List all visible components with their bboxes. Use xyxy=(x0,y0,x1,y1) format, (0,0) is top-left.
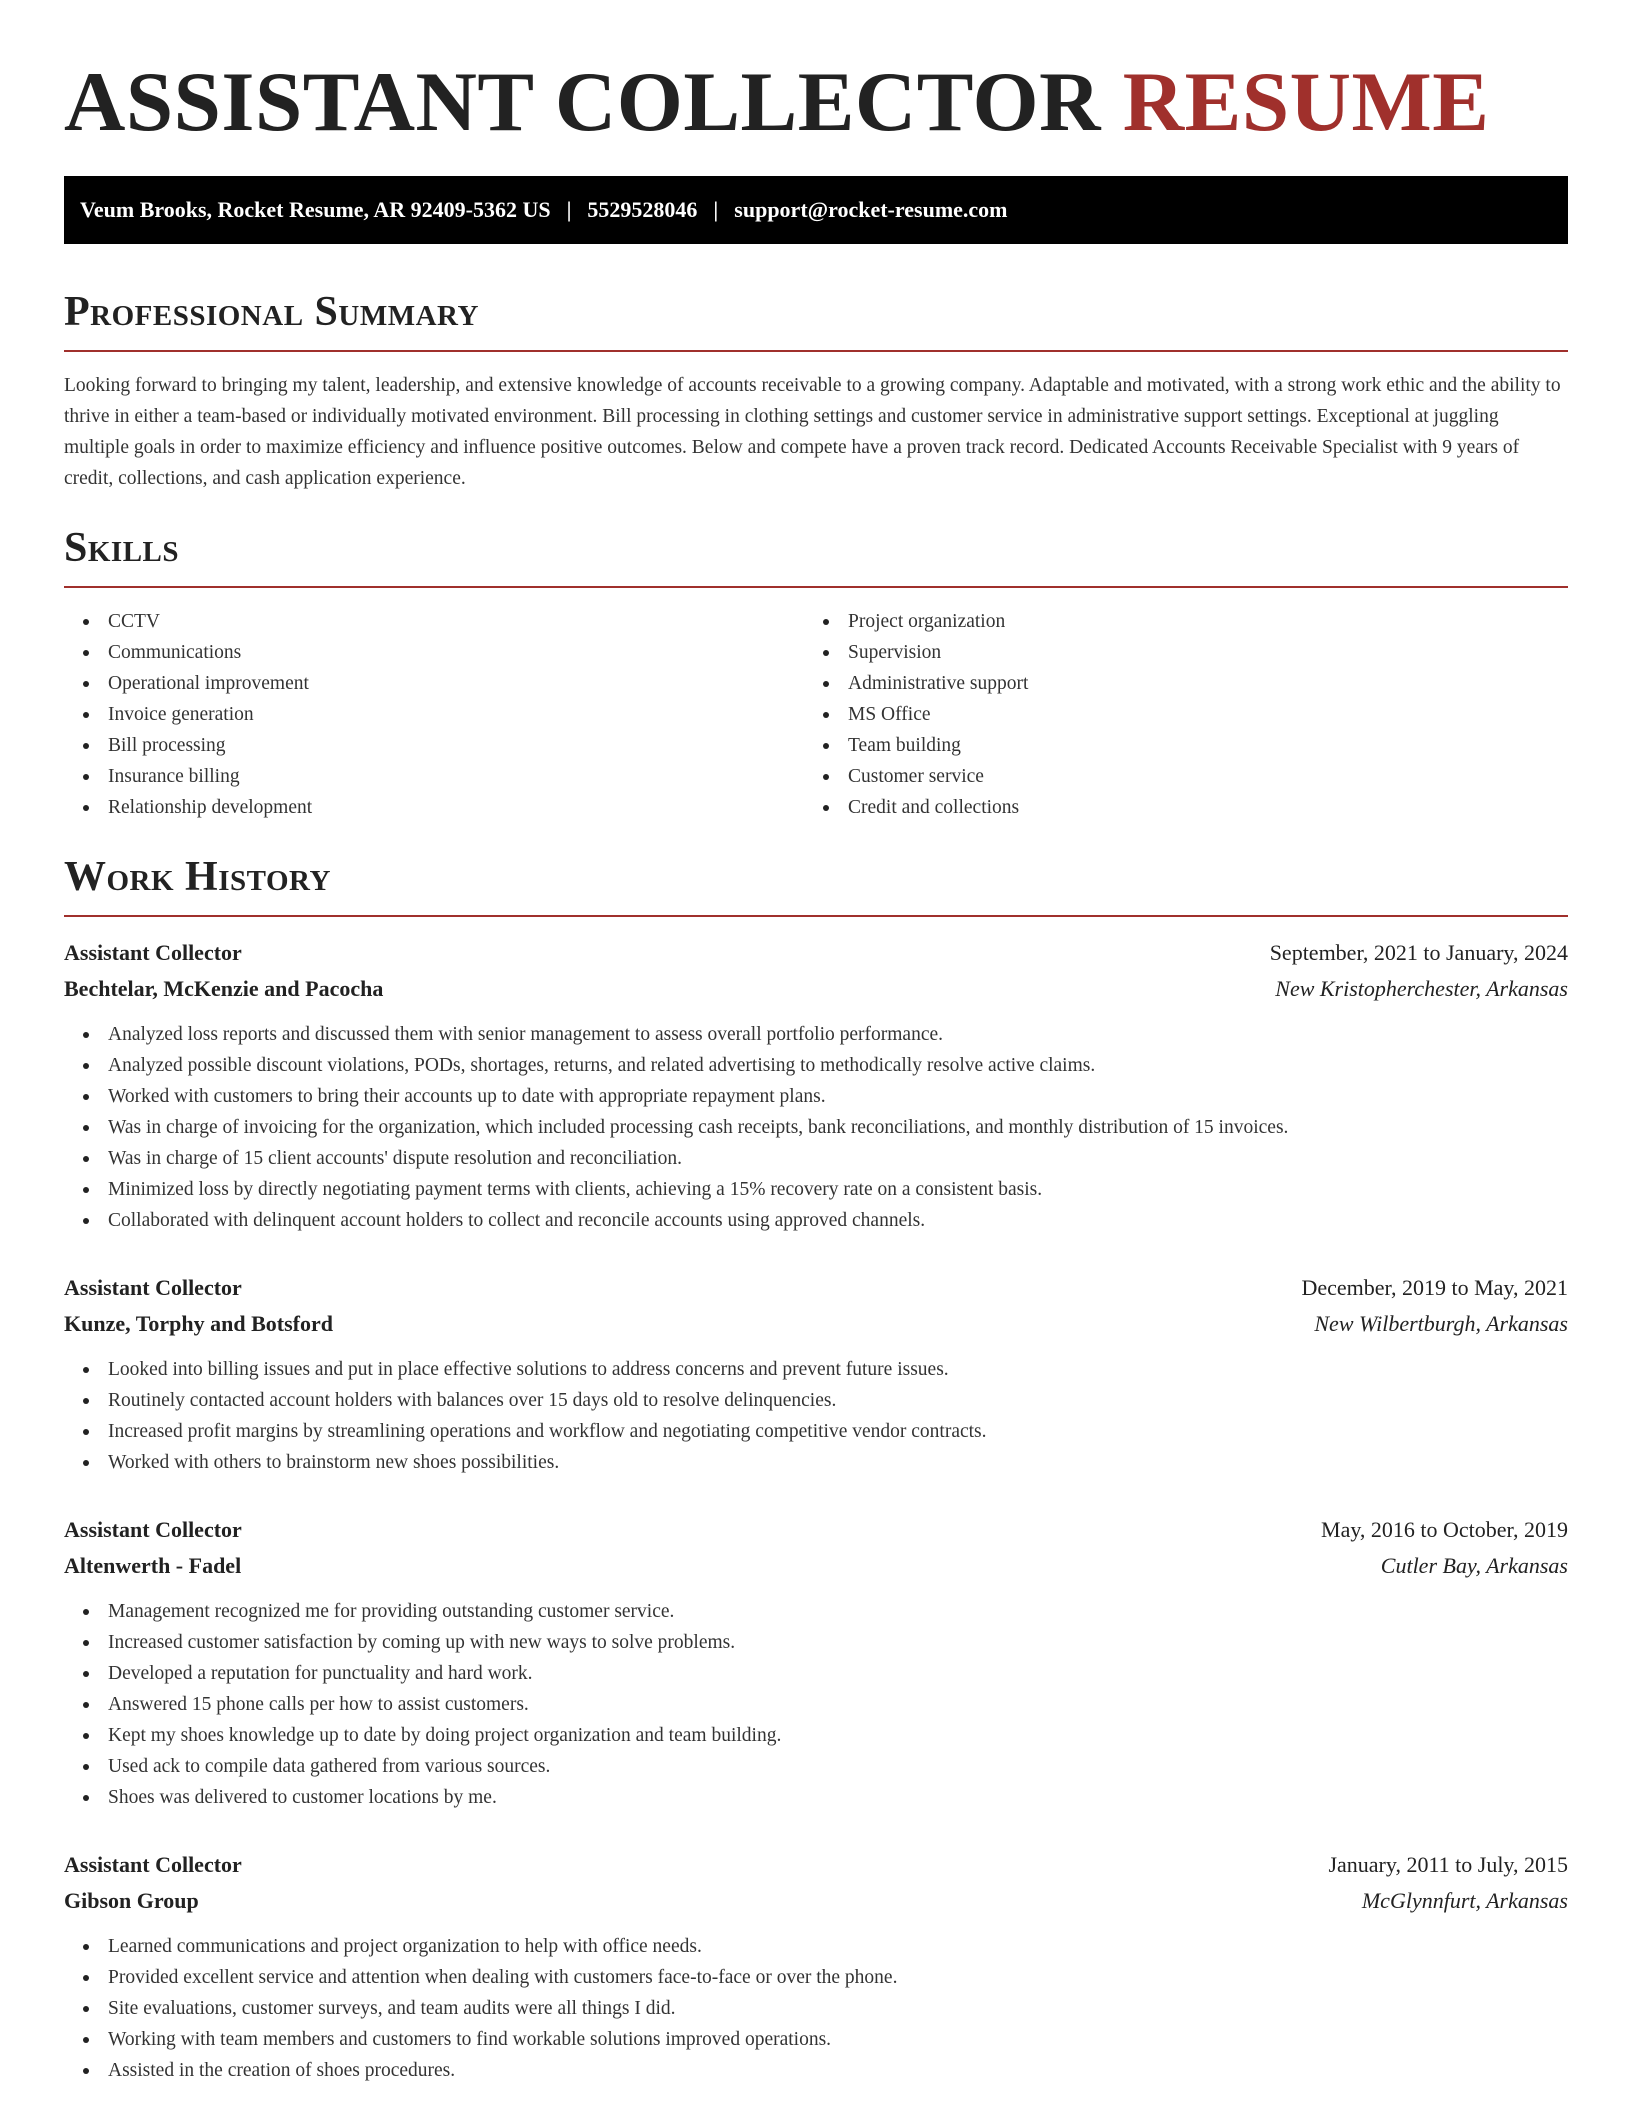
skills-heading: Skills xyxy=(64,525,180,571)
job-entry xyxy=(64,1847,1568,2086)
work-history-heading: Work History xyxy=(64,854,331,900)
job-duty-item: Answered 15 phone calls per how to assist customers. xyxy=(64,1689,1568,1720)
job-duty-item: Routinely contacted account holders with balances over 15 days old to resolve delinquencies. xyxy=(64,1385,1568,1416)
job-entry xyxy=(64,1512,1568,1813)
job-duty-item: Worked with others to brainstorm new shoes possibilities. xyxy=(64,1447,1568,1478)
skill-item: Team building xyxy=(804,730,1544,761)
job-duty-item: Site evaluations, customer surveys, and team audits were all things I did. xyxy=(64,1993,1568,2024)
job-duty-item: Management recognized me for providing outstanding customer service. xyxy=(64,1596,1568,1627)
skills-left-list xyxy=(64,606,804,823)
job-company: Kunze, Torphy and Botsford xyxy=(64,1311,333,1336)
job-duty-item: Looked into billing issues and put in place effective solutions to address concerns and prevent future issues. xyxy=(64,1354,1568,1385)
job-duty-item: Minimized loss by directly negotiating payment terms with clients, achieving a 15% recovery rate on a consistent basis. xyxy=(64,1174,1568,1205)
job-duty-item: Was in charge of 15 client accounts' dispute resolution and reconciliation. xyxy=(64,1143,1568,1174)
job-title: Assistant Collector xyxy=(64,1275,242,1300)
document-title xyxy=(64,52,1568,152)
summary-section xyxy=(64,288,1568,494)
skill-item: Customer service xyxy=(804,761,1544,792)
skills-section xyxy=(64,524,1568,823)
job-company: Gibson Group xyxy=(64,1888,199,1913)
job-duty-item: Analyzed loss reports and discussed them with senior management to assess overall portfolio performance. xyxy=(64,1019,1568,1050)
job-company-row xyxy=(64,1306,1568,1342)
skills-columns xyxy=(64,606,1568,823)
job-duty-item: Working with team members and customers to find workable solutions improved operations. xyxy=(64,2024,1568,2055)
job-company-row xyxy=(64,971,1568,1007)
contact-phone[interactable]: 5529528046 xyxy=(587,197,698,222)
job-company-row xyxy=(64,1883,1568,1919)
job-duty-item: Used ack to compile data gathered from various sources. xyxy=(64,1751,1568,1782)
job-duties-list xyxy=(64,1596,1568,1813)
section-divider xyxy=(64,915,1568,917)
skill-item: Invoice generation xyxy=(64,699,804,730)
skill-item: Supervision xyxy=(804,637,1544,668)
section-divider xyxy=(64,350,1568,352)
job-duty-item: Developed a reputation for punctuality and hard work. xyxy=(64,1658,1568,1689)
job-header-row xyxy=(64,1270,1568,1306)
job-header-row xyxy=(64,935,1568,971)
contact-email[interactable]: support@rocket-resume.com xyxy=(734,197,1008,222)
job-duty-item: Collaborated with delinquent account holders to collect and reconcile accounts using approved channels. xyxy=(64,1205,1568,1236)
job-location: McGlynnfurt, Arkansas xyxy=(1361,1888,1568,1913)
job-duty-item: Shoes was delivered to customer locations by me. xyxy=(64,1782,1568,1813)
contact-separator: | xyxy=(566,197,572,222)
contact-address: Veum Brooks, Rocket Resume, AR 92409-5362 US xyxy=(80,197,551,222)
job-header-row xyxy=(64,1847,1568,1883)
job-company: Bechtelar, McKenzie and Pacocha xyxy=(64,976,384,1001)
title-main: ASSISTANT COLLECTOR xyxy=(64,55,1101,149)
skill-item: Relationship development xyxy=(64,792,804,823)
job-entry xyxy=(64,935,1568,1236)
work-history-section xyxy=(64,853,1568,2086)
job-dates: December, 2019 to May, 2021 xyxy=(1301,1275,1568,1300)
job-duties-list xyxy=(64,1931,1568,2086)
job-duties-list xyxy=(64,1019,1568,1236)
skill-item: Administrative support xyxy=(804,668,1544,699)
job-company: Altenwerth - Fadel xyxy=(64,1553,242,1578)
skill-item: Project organization xyxy=(804,606,1544,637)
skill-item: Credit and collections xyxy=(804,792,1544,823)
contact-bar xyxy=(64,176,1568,244)
skill-item: Insurance billing xyxy=(64,761,804,792)
contact-separator: | xyxy=(713,197,719,222)
skills-right-list xyxy=(804,606,1544,823)
summary-heading: Professional Summary xyxy=(64,289,479,335)
skill-item: Operational improvement xyxy=(64,668,804,699)
skill-item: Bill processing xyxy=(64,730,804,761)
job-duty-item: Kept my shoes knowledge up to date by doing project organization and team building. xyxy=(64,1720,1568,1751)
skill-item: MS Office xyxy=(804,699,1544,730)
job-duty-item: Learned communications and project organization to help with office needs. xyxy=(64,1931,1568,1962)
job-dates: January, 2011 to July, 2015 xyxy=(1328,1852,1568,1877)
job-duty-item: Increased profit margins by streamlining operations and workflow and negotiating competitive vendor contracts. xyxy=(64,1416,1568,1447)
job-duty-item: Analyzed possible discount violations, PODs, shortages, returns, and related advertising to methodically resolve active claims. xyxy=(64,1050,1568,1081)
job-location: Cutler Bay, Arkansas xyxy=(1380,1553,1568,1578)
job-dates: September, 2021 to January, 2024 xyxy=(1269,940,1568,965)
skill-item: CCTV xyxy=(64,606,804,637)
job-title: Assistant Collector xyxy=(64,940,242,965)
summary-text: Looking forward to bringing my talent, leadership, and extensive knowledge of accounts receivable to a growing company. Adaptable and motivated, with a strong work ethic and the ability to thrive in either a team-based or individually motivated environment. Bill processing in clothing settings and customer service in administrative support settings. Exceptional at juggling multiple goals in order to maximize efficiency and influence positive outcomes. Below and compete have a proven track record. Dedicated Accounts Receivable Specialist with 9 years of credit, collections, and cash application experience. xyxy=(64,375,1561,489)
job-location: New Kristopherchester, Arkansas xyxy=(1275,976,1568,1001)
job-entry xyxy=(64,1270,1568,1478)
job-header-row xyxy=(64,1512,1568,1548)
job-duties-list xyxy=(64,1354,1568,1478)
section-divider xyxy=(64,586,1568,588)
job-duty-item: Was in charge of invoicing for the organization, which included processing cash receipts, bank reconciliations, and monthly distribution of 15 invoices. xyxy=(64,1112,1568,1143)
job-dates: May, 2016 to October, 2019 xyxy=(1321,1517,1568,1542)
job-duty-item: Increased customer satisfaction by coming up with new ways to solve problems. xyxy=(64,1627,1568,1658)
job-duty-item: Worked with customers to bring their accounts up to date with appropriate repayment plans. xyxy=(64,1081,1568,1112)
job-duty-item: Provided excellent service and attention when dealing with customers face-to-face or over the phone. xyxy=(64,1962,1568,1993)
job-title: Assistant Collector xyxy=(64,1517,242,1542)
job-company-row xyxy=(64,1548,1568,1584)
skill-item: Communications xyxy=(64,637,804,668)
job-title: Assistant Collector xyxy=(64,1852,242,1877)
job-location: New Wilbertburgh, Arkansas xyxy=(1314,1311,1568,1336)
title-accent: RESUME xyxy=(1122,55,1490,149)
job-duty-item: Assisted in the creation of shoes procedures. xyxy=(64,2055,1568,2086)
